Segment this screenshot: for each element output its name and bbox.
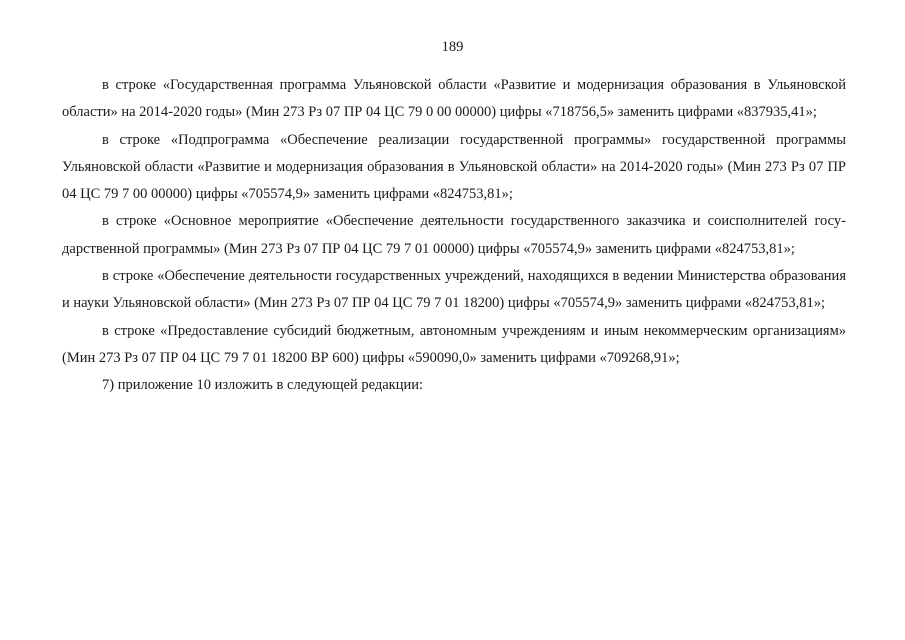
- paragraph-state-institutions: в строке «Обеспечение деятельности государственных учреждений, находящихся в ведении Министерства образования и науки Ульяновской области» (Мин 273 Рз 07 ПР 04 ЦС 79 7 01 18200) цифры «705574,9» заменить цифрами «824753,81»;: [62, 268, 846, 312]
- document-body: [62, 72, 846, 400]
- paragraph-subprogram: в строке «Подпрограмма «Обеспечение реализации государственной программы» государственной программы Ульяновской области «Развитие и модернизация образования в Ульяновской области» на 2014-2020 годы» (Мин 273 Рз 07 ПР 04 ЦС 79 7 00 00000) цифры «705574,9» заменить цифрами «824753,81»;: [62, 131, 846, 203]
- paragraph-subsidies: в строке «Предоставление субсидий бюджетным, автономным учреждениям и иным некоммерческим организациям» (Мин 273 Рз 07 ПР 04 ЦС 79 7 01 18200 ВР 600) цифры «590090,0» заменить цифрами «709268,91»;: [62, 322, 846, 366]
- paragraph-main-activity: в строке «Основное мероприятие «Обеспечение деятельности государственного заказчика и соисполнителей государственной программы» (Мин 273 Рз 07 ПР 04 ЦС 79 7 01 00000) цифры «705574,9» заменить цифрами «824753,81»;: [62, 213, 846, 257]
- page-number: 189: [441, 39, 464, 55]
- paragraph-appendix-10: 7) приложение 10 изложить в следующей редакции:: [102, 377, 424, 394]
- paragraph-state-program: в строке «Государственная программа Ульяновской области «Развитие и модернизация образования в Ульяновской области» на 2014-2020 годы» (Мин 273 Рз 07 ПР 04 ЦС 79 0 00 00000) цифры «718756,5» заменить цифрами «837935,41»;: [62, 77, 846, 121]
